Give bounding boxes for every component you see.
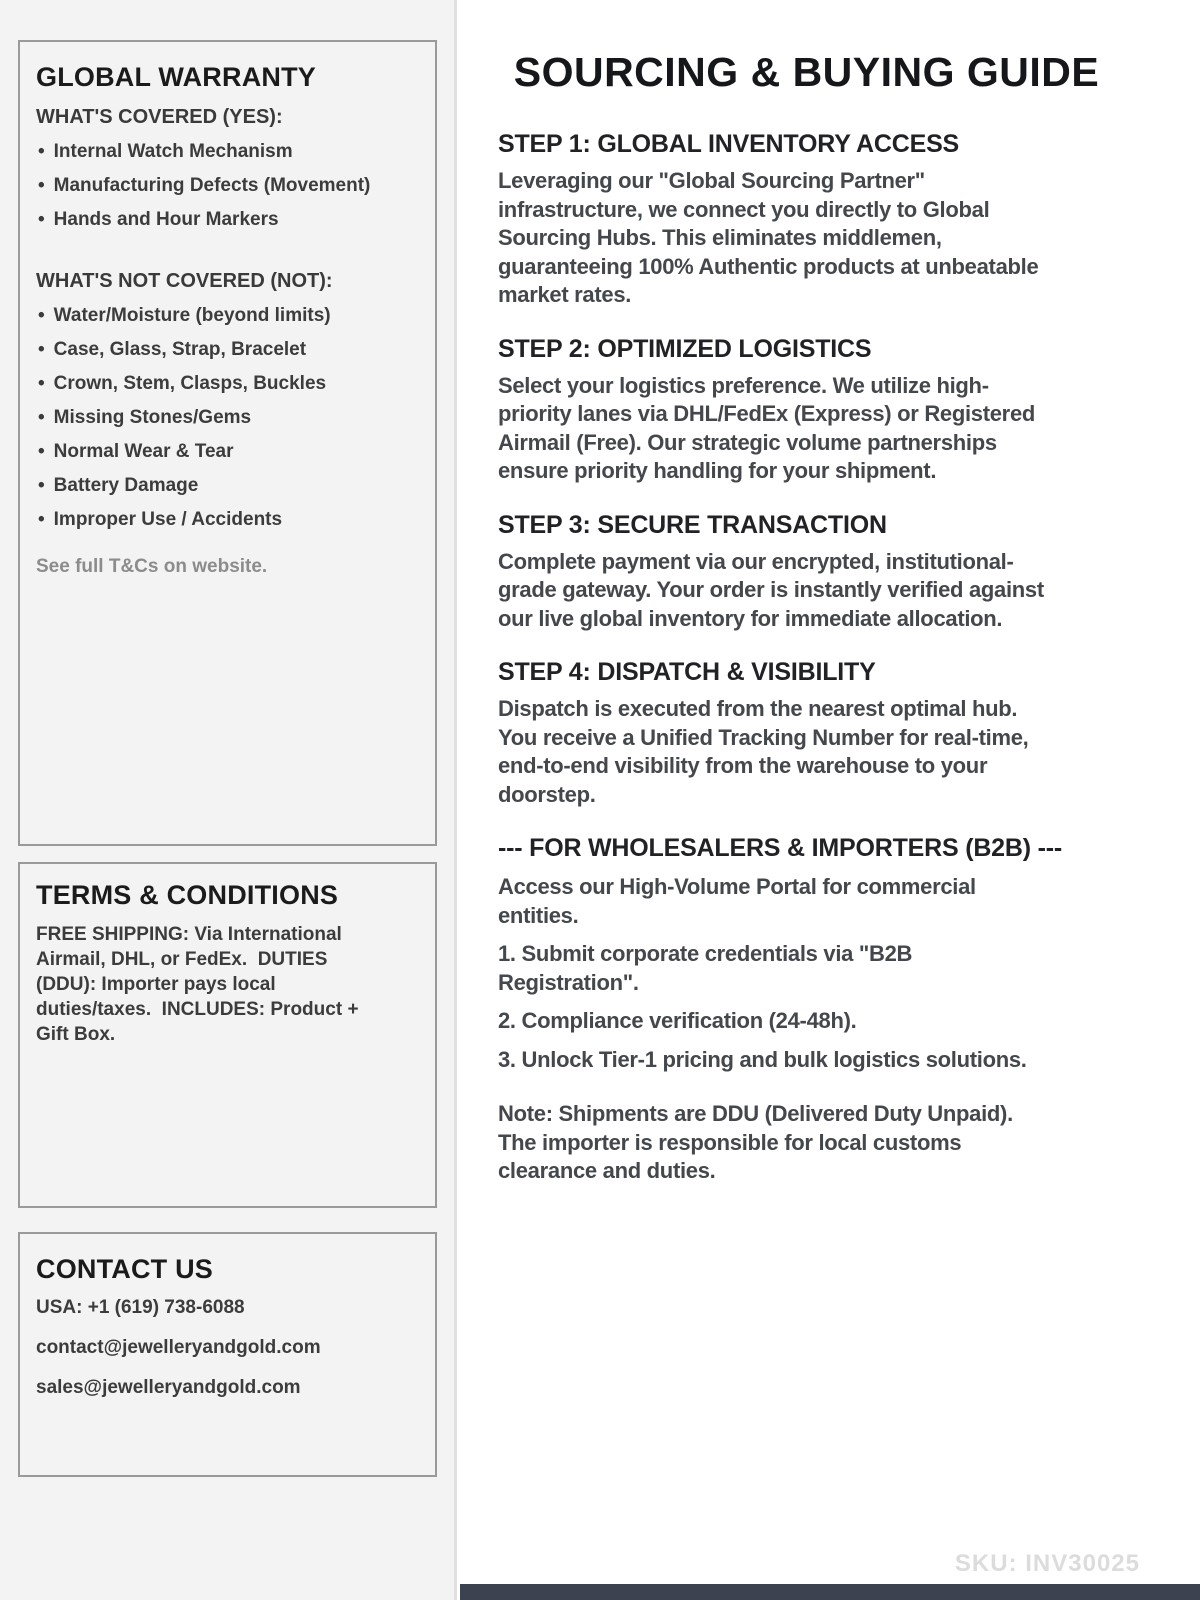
list-item-text: Normal Wear & Tear	[53, 441, 234, 462]
list-item	[36, 508, 419, 532]
list-item	[36, 174, 419, 198]
step-4-section	[498, 657, 1115, 809]
list-item-text: Crown, Stem, Clasps, Buckles	[53, 373, 327, 394]
warranty-footnote: See full T&Cs on website.	[36, 556, 268, 577]
b2b-heading: --- FOR WHOLESALERS & IMPORTERS (B2B) ---	[498, 834, 1062, 862]
step-2-heading: STEP 2: OPTIMIZED LOGISTICS	[498, 334, 872, 363]
terms-body: FREE SHIPPING: Via International Airmail, DHL, or FedEx. DUTIES (DDU): Importer pays local duties/taxes. INCLUDES: Product + Gift Box.	[36, 924, 364, 1045]
terms-panel	[18, 862, 437, 1208]
list-item-text: Battery Damage	[53, 475, 199, 496]
list-item-text: Improper Use / Accidents	[53, 509, 283, 530]
list-item-text: Hands and Hour Markers	[53, 209, 279, 230]
step-1-body: Leveraging our "Global Sourcing Partner" infrastructure, we connect you directly to Global Sourcing Hubs. This eliminates middlemen, guaranteeing 100% Authentic products at unbeatable market rates.	[498, 168, 1039, 307]
ddu-note: Note: Shipments are DDU (Delivered Duty Unpaid). The importer is responsible for local customs clearance and duties.	[498, 1101, 1013, 1183]
sku-label: SKU: INV30025	[954, 1550, 1140, 1577]
list-item	[36, 208, 419, 232]
contact-email: contact@jewelleryandgold.com	[36, 1337, 321, 1358]
footer-bar	[460, 1584, 1200, 1600]
list-item	[36, 140, 419, 164]
step-3-body: Complete payment via our encrypted, institutional-grade gateway. Your order is instantly verified against our live global inventory for immediate allocation.	[498, 548, 1044, 631]
step-4-heading: STEP 4: DISPATCH & VISIBILITY	[498, 658, 876, 686]
list-item-text: Missing Stones/Gems	[53, 407, 252, 428]
not-covered-subtitle: WHAT'S NOT COVERED (NOT):	[36, 270, 333, 292]
list-item-text: Water/Moisture (beyond limits)	[53, 305, 331, 326]
step-3-heading: STEP 3: SECURE TRANSACTION	[498, 510, 887, 539]
list-item-text: Manufacturing Defects (Movement)	[53, 175, 371, 196]
warranty-title: GLOBAL WARRANTY	[36, 62, 316, 92]
list-item	[36, 338, 419, 362]
list-item-text: Case, Glass, Strap, Bracelet	[53, 339, 307, 360]
list-item	[36, 304, 419, 328]
step-4-body: Dispatch is executed from the nearest optimal hub. You receive a Unified Tracking Number for real-time, end-to-end visibility from the warehouse to your doorstep.	[498, 696, 1029, 807]
step-3-section	[498, 510, 1115, 634]
terms-title: TERMS & CONDITIONS	[36, 880, 339, 910]
step-1-heading: STEP 1: GLOBAL INVENTORY ACCESS	[498, 130, 960, 158]
b2b-section	[498, 833, 1115, 1186]
contact-panel	[18, 1232, 437, 1477]
covered-list	[36, 140, 419, 232]
list-item	[36, 474, 419, 498]
contact-sales-email: sales@jewelleryandgold.com	[36, 1377, 301, 1398]
b2b-step-3: 3. Unlock Tier-1 pricing and bulk logistics solutions.	[498, 1046, 1027, 1072]
list-item	[36, 372, 419, 396]
b2b-step-2: 2. Compliance verification (24-48h).	[498, 1008, 857, 1033]
list-item-text: Internal Watch Mechanism	[53, 141, 293, 162]
contact-phone: USA: +1 (619) 738-6088	[36, 1297, 245, 1318]
page-title: SOURCING & BUYING GUIDE	[513, 49, 1100, 95]
list-item	[36, 440, 419, 464]
contact-title: CONTACT US	[36, 1254, 213, 1284]
b2b-intro: Access our High-Volume Portal for commercial entities.	[498, 874, 976, 928]
b2b-step-1: 1. Submit corporate credentials via "B2B Registration".	[498, 941, 913, 995]
sidebar	[0, 0, 457, 1600]
covered-subtitle: WHAT'S COVERED (YES):	[36, 106, 283, 128]
main-content	[460, 0, 1200, 1600]
step-1-section	[498, 129, 1115, 310]
list-item	[36, 406, 419, 430]
not-covered-list	[36, 304, 419, 532]
warranty-panel	[18, 40, 437, 846]
step-2-body: Select your logistics preference. We utilize high-priority lanes via DHL/FedEx (Express) or Registered Airmail (Free). Our strategic volume partnerships ensure priority handling for your shipment.	[498, 372, 1036, 483]
step-2-section	[498, 334, 1115, 486]
